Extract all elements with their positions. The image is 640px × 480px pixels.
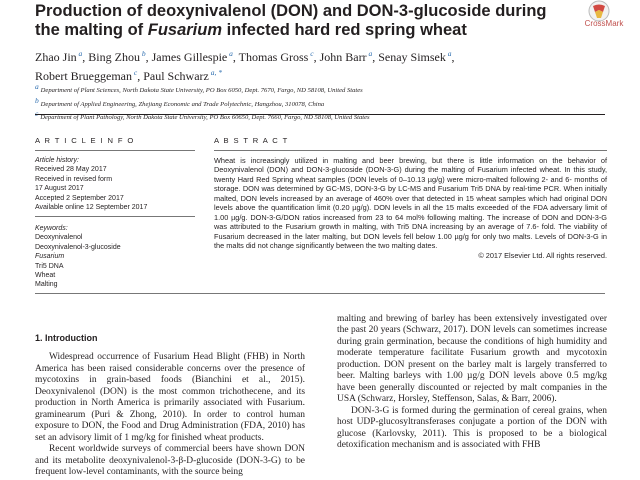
- history-item: Received in revised form: [35, 175, 113, 183]
- author-affiliation-marker: a: [366, 49, 373, 58]
- intro-right-column: [337, 314, 607, 451]
- intro-paragraph-4: DON-3-G is formed during the germination of cereal grains, when host UDP-glucosyltransferases conjugate a portion of the DON with glucose (Karlovsky, 2011). This is proposed to be a biological detoxification mechanism and is associated with FHB: [337, 405, 607, 450]
- author-affiliation-marker: a: [76, 49, 83, 58]
- copyright-notice: © 2017 Elsevier Ltd. All rights reserved.: [478, 250, 607, 260]
- author-separator: ,: [137, 69, 144, 83]
- affiliation-line: $^a$ Department of Plant Sciences, North Dakota State University, PO Box 6050, Dept. 7670, Fargo, ND 58108, United States: [35, 82, 363, 95]
- author-name[interactable]: Bing Zhou: [88, 50, 140, 64]
- keyword-item: Fusarium: [35, 253, 65, 261]
- author-affiliation-marker: c: [308, 49, 314, 58]
- author-affiliation-marker: b: [139, 49, 146, 58]
- article-info-heading: A R T I C L E I N F O: [35, 136, 135, 145]
- history-item: Accepted 2 September 2017: [35, 194, 124, 202]
- crossmark-badge[interactable]: [570, 0, 632, 36]
- author-affiliation-marker: a: [227, 49, 233, 58]
- intro-paragraph-2: Recent worldwide surveys of commercial beers have shown DON and its metabolite deoxynivalenol-3-β-D-glucoside (DON-3-G) to be frequent low-level contaminants, with the source being: [35, 444, 305, 477]
- history-heading: Article history:: [35, 157, 79, 164]
- article-title: [35, 2, 555, 40]
- author-affiliation-marker: a, *: [208, 68, 222, 77]
- author-separator: ,: [82, 50, 89, 64]
- author-affiliation-marker: a: [445, 49, 452, 58]
- author-separator: ,: [451, 50, 455, 64]
- title-line-2-post: infected hard red spring wheat: [222, 21, 467, 39]
- abstract-text: Wheat is increasingly utilized in malting and beer brewing, but there is little information on the behavior of Deoxynivalenol (DON) and DON-3-glucoside (DON-3-G) during the malting of Fusarium infected wheat. In this study, twenty Hard Red Spring wheat samples (DON levels of 0–10.13 µg/g) were micro-malted following 2- and 6- months of storage. DON was determined by GC-MS, DON-3-G by LC-MS and Fusarium Tri5 DNA by real-time PCR. When initially malted, DON levels increased by an average of 460% over that detected in 15 wheat samples which had original DON levels above the quantification limit (0.20 µg/g). DON levels in all the 15 malts exceeded of the FDA adversary limit of 1.00 µg/g. DON-3-G/DON ratios increased from 23 to 64 mol% following malting. The increase of DON and DON-3-G was attributed to the Fusarium growth in malting, with Tri5 DNA increasing by an average of 7.6- fold. The viability of Fusarium decreased in the later malting, but DON levels fell below 1.00 µg/g for only two malts. Levels of DON-3-G in the malts did not change significantly between the two malting dates.: [214, 156, 607, 251]
- abstract-bottom-rule: [35, 293, 605, 294]
- author-separator: ,: [145, 50, 152, 64]
- title-line-1: Production of deoxynivalenol (DON) and DON-3-glucoside during: [35, 2, 547, 20]
- keywords-rule: [35, 216, 195, 217]
- author-name[interactable]: Paul Schwarz: [143, 69, 209, 83]
- author-name[interactable]: Thomas Gross: [238, 50, 309, 64]
- article-history: [35, 156, 195, 212]
- intro-heading: 1. Introduction: [35, 333, 98, 343]
- author-name[interactable]: John Barr: [319, 50, 367, 64]
- affiliations: [35, 82, 605, 123]
- author-separator: ,: [232, 50, 239, 64]
- keyword-item: Deoxynivalenol-3-glucoside: [35, 243, 121, 251]
- affiliation-line: $^c$ Department of Plant Pathology, North Dakota State University, PO Box 60650, Dept. 7660, Fargo, ND 58108, United States: [35, 109, 370, 122]
- author-affiliation-marker: c: [131, 68, 138, 77]
- history-item: Available online 12 September 2017: [35, 204, 148, 212]
- title-line-2-italic: Fusarium: [147, 21, 223, 39]
- article-info-rule: [35, 150, 195, 151]
- author-name[interactable]: James Gillespie: [151, 50, 228, 64]
- keyword-item: Deoxynivalenol: [35, 234, 83, 242]
- author-separator: ,: [372, 50, 379, 64]
- author-name[interactable]: Zhao Jin: [35, 50, 77, 64]
- header-rule: [35, 114, 605, 115]
- keyword-item: Tri5 DNA: [35, 262, 64, 270]
- intro-paragraph-3: malting and brewing of barley has been extensively investigated over the past 20 years (Schwarz, 2017). DON levels can sometimes increase during grain germination, because the conditions of high humidity and moderate temperature facilitate Fusarium growth and mycotoxin production. DON present on the barley malt is largely transferred to beer. Malting barleys with 1.00 µg/g DON levels above 0.5 mg/kg have been generally discounted or rejected by malt companies in the USA (Schwarz, Horsley, Steffenson, Salas, & Barr, 2006).: [337, 314, 607, 405]
- author-list: [35, 46, 605, 84]
- abstract-body: [214, 156, 607, 260]
- author-name[interactable]: Senay Simsek: [378, 50, 446, 64]
- keyword-item: Malting: [35, 281, 58, 289]
- history-item: 17 August 2017: [35, 185, 84, 193]
- author-name[interactable]: Robert Brueggeman: [35, 69, 132, 83]
- keywords-block: [35, 224, 195, 290]
- abstract-rule: [214, 150, 607, 151]
- intro-paragraph-1: Widespread occurrence of Fusarium Head Blight (FHB) in North America has been raised considerable concerns over the presence of mycotoxins in grain-based foods (Bianchini et al., 2015). Deoxynivalenol (DON) is the most common trichothecene, and its production in North America is primarily associated with Fusarium. graminearum (Puri & Zhong, 2010). In order to control human exposure to DON, the Food and Drug Administration (FDA, 2010) has set an advisory limit of 1 mg/kg for finished wheat products.: [35, 352, 305, 443]
- history-item: Received 28 May 2017: [35, 166, 107, 174]
- title-line-2-pre: the malting of: [35, 21, 148, 39]
- intro-left-column: [35, 333, 305, 478]
- abstract-heading: A B S T R A C T: [214, 136, 289, 145]
- crossmark-label: CrossMark: [584, 19, 624, 28]
- affiliation-line: $^b$ Department of Applied Engineering, Zhejiang Economic and Trade Polytechnic, Hangzhou, 310078, China: [35, 95, 325, 108]
- author-separator: ,: [313, 50, 320, 64]
- keywords-heading: Keywords:: [35, 225, 68, 232]
- keyword-item: Wheat: [35, 272, 56, 280]
